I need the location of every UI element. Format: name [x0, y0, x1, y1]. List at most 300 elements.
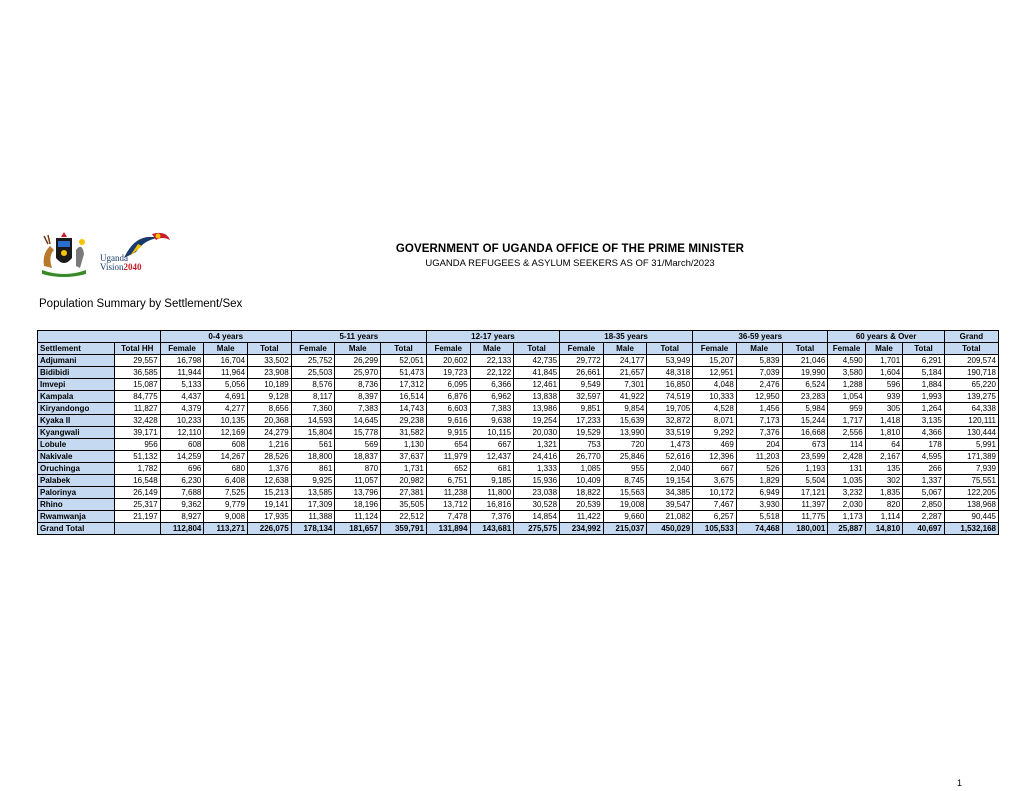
- value-cell: 5,504: [782, 475, 828, 487]
- value-cell: 20,982: [381, 475, 427, 487]
- value-cell: 696: [160, 463, 204, 475]
- column-header: Total: [514, 343, 560, 355]
- settlement-name-cell: Lobule: [38, 439, 115, 451]
- value-cell: 51,132: [114, 451, 160, 463]
- value-cell: 52,051: [381, 355, 427, 367]
- value-cell: 8,745: [603, 475, 647, 487]
- column-header: Total: [782, 343, 828, 355]
- value-cell: 13,838: [514, 391, 560, 403]
- value-cell: 7,173: [736, 415, 782, 427]
- value-cell: 27,381: [381, 487, 427, 499]
- value-cell: 17,309: [291, 499, 335, 511]
- value-cell: 2,850: [903, 499, 945, 511]
- section-title: Population Summary by Settlement/Sex: [39, 298, 243, 310]
- value-cell: 11,238: [426, 487, 470, 499]
- value-cell: 26,299: [335, 355, 381, 367]
- column-header: Male: [736, 343, 782, 355]
- value-cell: 11,775: [782, 511, 828, 523]
- value-cell: 24,177: [603, 355, 647, 367]
- value-cell: 19,254: [514, 415, 560, 427]
- page-subtitle: UGANDA REFUGEES & ASYLUM SEEKERS AS OF 31/March/2023: [425, 258, 715, 269]
- page-title: GOVERNMENT OF UGANDA OFFICE OF THE PRIME MINISTER: [395, 243, 745, 255]
- column-header: Male: [204, 343, 248, 355]
- value-cell: 9,854: [603, 403, 647, 415]
- value-cell: 131: [828, 463, 865, 475]
- value-cell: 20,539: [560, 499, 604, 511]
- column-header: Male: [865, 343, 902, 355]
- settlement-name-cell: Kyaka II: [38, 415, 115, 427]
- value-cell: 29,238: [381, 415, 427, 427]
- value-cell: 10,409: [560, 475, 604, 487]
- value-cell: 26,149: [114, 487, 160, 499]
- value-cell: 8,736: [335, 379, 381, 391]
- value-cell: 75,551: [944, 475, 998, 487]
- value-cell: 4,595: [903, 451, 945, 463]
- settlement-name-cell: Palorinya: [38, 487, 115, 499]
- value-cell: 7,383: [470, 403, 514, 415]
- value-cell: 25,503: [291, 367, 335, 379]
- value-cell: 820: [865, 499, 902, 511]
- value-cell: 35,505: [381, 499, 427, 511]
- value-cell: 959: [828, 403, 865, 415]
- value-cell: 3,135: [903, 415, 945, 427]
- value-cell: 870: [335, 463, 381, 475]
- grand-total-cell: 181,657: [335, 523, 381, 535]
- vision-brand: Uganda: [100, 253, 128, 263]
- population-table: [37, 330, 999, 535]
- value-cell: 1,114: [865, 511, 902, 523]
- value-cell: 1,173: [828, 511, 865, 523]
- settlement-name-cell: Rwamwanja: [38, 511, 115, 523]
- value-cell: 1,701: [865, 355, 902, 367]
- value-cell: 1,884: [903, 379, 945, 391]
- value-cell: 6,230: [160, 475, 204, 487]
- value-cell: 209,574: [944, 355, 998, 367]
- value-cell: 7,360: [291, 403, 335, 415]
- value-cell: 4,277: [204, 403, 248, 415]
- value-cell: 14,854: [514, 511, 560, 523]
- value-cell: 65,220: [944, 379, 998, 391]
- value-cell: 608: [204, 439, 248, 451]
- value-cell: 25,846: [603, 451, 647, 463]
- value-cell: 5,067: [903, 487, 945, 499]
- value-cell: 1,376: [248, 463, 292, 475]
- age-group-header: 18-35 years: [560, 331, 693, 343]
- value-cell: 9,616: [426, 415, 470, 427]
- value-cell: 11,203: [736, 451, 782, 463]
- table-row: [38, 427, 999, 439]
- value-cell: 19,154: [647, 475, 693, 487]
- value-cell: 956: [114, 439, 160, 451]
- value-cell: 8,927: [160, 511, 204, 523]
- value-cell: 15,563: [603, 487, 647, 499]
- value-cell: 5,984: [782, 403, 828, 415]
- grand-total-cell: 40,697: [903, 523, 945, 535]
- grand-total-label: Grand Total: [38, 523, 115, 535]
- value-cell: 29,557: [114, 355, 160, 367]
- value-cell: 6,408: [204, 475, 248, 487]
- value-cell: 561: [291, 439, 335, 451]
- value-cell: 25,752: [291, 355, 335, 367]
- value-cell: 15,804: [291, 427, 335, 439]
- value-cell: 9,128: [248, 391, 292, 403]
- value-cell: 9,915: [426, 427, 470, 439]
- value-cell: 3,930: [736, 499, 782, 511]
- value-cell: 20,368: [248, 415, 292, 427]
- value-cell: 4,528: [693, 403, 737, 415]
- value-cell: 39,547: [647, 499, 693, 511]
- settlement-name-cell: Oruchinga: [38, 463, 115, 475]
- value-cell: 12,169: [204, 427, 248, 439]
- value-cell: 15,244: [782, 415, 828, 427]
- value-cell: 135: [865, 463, 902, 475]
- value-cell: 74,519: [647, 391, 693, 403]
- value-cell: 469: [693, 439, 737, 451]
- value-cell: 4,048: [693, 379, 737, 391]
- value-cell: 13,990: [603, 427, 647, 439]
- value-cell: 16,514: [381, 391, 427, 403]
- value-cell: 36,585: [114, 367, 160, 379]
- value-cell: 114: [828, 439, 865, 451]
- value-cell: 681: [470, 463, 514, 475]
- value-cell: 4,590: [828, 355, 865, 367]
- value-cell: 13,796: [335, 487, 381, 499]
- value-cell: 1,035: [828, 475, 865, 487]
- value-cell: 6,366: [470, 379, 514, 391]
- value-cell: 1,810: [865, 427, 902, 439]
- value-cell: 9,549: [560, 379, 604, 391]
- value-cell: 7,939: [944, 463, 998, 475]
- grand-total-cell: 74,468: [736, 523, 782, 535]
- value-cell: 18,800: [291, 451, 335, 463]
- value-cell: 21,657: [603, 367, 647, 379]
- value-cell: 667: [470, 439, 514, 451]
- value-cell: 15,639: [603, 415, 647, 427]
- value-cell: 130,444: [944, 427, 998, 439]
- value-cell: 12,396: [693, 451, 737, 463]
- value-cell: 204: [736, 439, 782, 451]
- value-cell: 11,964: [204, 367, 248, 379]
- value-cell: 7,467: [693, 499, 737, 511]
- value-cell: 5,133: [160, 379, 204, 391]
- value-cell: 21,197: [114, 511, 160, 523]
- value-cell: 26,770: [560, 451, 604, 463]
- value-cell: 41,922: [603, 391, 647, 403]
- value-cell: 1,264: [903, 403, 945, 415]
- value-cell: 14,743: [381, 403, 427, 415]
- column-header: Male: [335, 343, 381, 355]
- value-cell: 18,822: [560, 487, 604, 499]
- value-cell: 84,775: [114, 391, 160, 403]
- grand-total-cell: 25,887: [828, 523, 865, 535]
- value-cell: 4,691: [204, 391, 248, 403]
- value-cell: 122,205: [944, 487, 998, 499]
- column-header: Male: [470, 343, 514, 355]
- grand-total-cell: 143,681: [470, 523, 514, 535]
- value-cell: 42,735: [514, 355, 560, 367]
- table-row: [38, 451, 999, 463]
- value-cell: 15,207: [693, 355, 737, 367]
- value-cell: 6,257: [693, 511, 737, 523]
- value-cell: 12,461: [514, 379, 560, 391]
- value-cell: 12,437: [470, 451, 514, 463]
- table-row: [38, 487, 999, 499]
- value-cell: 41,845: [514, 367, 560, 379]
- value-cell: 4,379: [160, 403, 204, 415]
- value-cell: 1,782: [114, 463, 160, 475]
- vision-year: 2040: [123, 262, 142, 272]
- table-row: [38, 475, 999, 487]
- value-cell: 29,772: [560, 355, 604, 367]
- grand-total-cell: 131,894: [426, 523, 470, 535]
- grand-header: Grand: [944, 331, 998, 343]
- column-header: Female: [426, 343, 470, 355]
- value-cell: 64,338: [944, 403, 998, 415]
- table-row: [38, 355, 999, 367]
- value-cell: 3,232: [828, 487, 865, 499]
- vision-word: Vision: [100, 262, 124, 272]
- value-cell: 13,986: [514, 403, 560, 415]
- value-cell: 6,876: [426, 391, 470, 403]
- settlement-name-cell: Kampala: [38, 391, 115, 403]
- value-cell: 673: [782, 439, 828, 451]
- value-cell: 7,478: [426, 511, 470, 523]
- value-cell: 28,526: [248, 451, 292, 463]
- value-cell: 5,518: [736, 511, 782, 523]
- value-cell: 1,604: [865, 367, 902, 379]
- value-cell: 8,576: [291, 379, 335, 391]
- value-cell: 753: [560, 439, 604, 451]
- grand-total-cell: 359,791: [381, 523, 427, 535]
- value-cell: 171,389: [944, 451, 998, 463]
- settlement-name-cell: Rhino: [38, 499, 115, 511]
- value-cell: 10,115: [470, 427, 514, 439]
- value-cell: 2,556: [828, 427, 865, 439]
- value-cell: 39,171: [114, 427, 160, 439]
- value-cell: 13,585: [291, 487, 335, 499]
- value-cell: 1,829: [736, 475, 782, 487]
- value-cell: 26,661: [560, 367, 604, 379]
- value-cell: 10,172: [693, 487, 737, 499]
- value-cell: 7,376: [470, 511, 514, 523]
- value-cell: 22,122: [470, 367, 514, 379]
- value-cell: 9,185: [470, 475, 514, 487]
- value-cell: 18,196: [335, 499, 381, 511]
- settlement-name-cell: Kiryandongo: [38, 403, 115, 415]
- value-cell: 7,688: [160, 487, 204, 499]
- grand-total-cell: 1,532,168: [944, 523, 998, 535]
- age-group-header: 0-4 years: [160, 331, 291, 343]
- value-cell: 305: [865, 403, 902, 415]
- value-cell: 9,779: [204, 499, 248, 511]
- value-cell: 1,321: [514, 439, 560, 451]
- value-cell: 12,950: [736, 391, 782, 403]
- value-cell: 16,668: [782, 427, 828, 439]
- value-cell: 21,046: [782, 355, 828, 367]
- value-cell: 20,030: [514, 427, 560, 439]
- value-cell: 652: [426, 463, 470, 475]
- value-cell: 16,704: [204, 355, 248, 367]
- value-cell: 139,275: [944, 391, 998, 403]
- value-cell: 18,837: [335, 451, 381, 463]
- table-row: [38, 391, 999, 403]
- grand-total-cell: 450,029: [647, 523, 693, 535]
- value-cell: 11,827: [114, 403, 160, 415]
- value-cell: 15,087: [114, 379, 160, 391]
- value-cell: 6,095: [426, 379, 470, 391]
- value-cell: 667: [693, 463, 737, 475]
- value-cell: 138,968: [944, 499, 998, 511]
- value-cell: 20,602: [426, 355, 470, 367]
- value-cell: 2,428: [828, 451, 865, 463]
- page-number: 1: [957, 778, 963, 788]
- value-cell: 190,718: [944, 367, 998, 379]
- value-cell: 939: [865, 391, 902, 403]
- blank-header-cell: [38, 331, 161, 343]
- value-cell: 1,085: [560, 463, 604, 475]
- value-cell: 1,717: [828, 415, 865, 427]
- value-cell: 720: [603, 439, 647, 451]
- value-cell: 1,418: [865, 415, 902, 427]
- value-cell: 10,135: [204, 415, 248, 427]
- value-cell: 15,936: [514, 475, 560, 487]
- value-cell: 19,723: [426, 367, 470, 379]
- value-cell: 11,057: [335, 475, 381, 487]
- value-cell: 1,835: [865, 487, 902, 499]
- value-cell: 37,637: [381, 451, 427, 463]
- value-cell: 4,437: [160, 391, 204, 403]
- value-cell: 31,582: [381, 427, 427, 439]
- value-cell: 1,337: [903, 475, 945, 487]
- value-cell: 17,121: [782, 487, 828, 499]
- settlement-name-cell: Bidibidi: [38, 367, 115, 379]
- age-group-header: 36-59 years: [693, 331, 828, 343]
- column-header: Female: [693, 343, 737, 355]
- value-cell: 10,333: [693, 391, 737, 403]
- value-cell: 51,473: [381, 367, 427, 379]
- value-cell: 1,288: [828, 379, 865, 391]
- column-header: Total: [903, 343, 945, 355]
- grand-total-cell: 105,533: [693, 523, 737, 535]
- age-group-header: 60 years & Over: [828, 331, 944, 343]
- value-cell: 33,502: [248, 355, 292, 367]
- value-cell: 6,524: [782, 379, 828, 391]
- value-cell: 32,872: [647, 415, 693, 427]
- value-cell: 25,970: [335, 367, 381, 379]
- value-cell: 680: [204, 463, 248, 475]
- value-cell: 1,193: [782, 463, 828, 475]
- settlement-name-cell: Palabek: [38, 475, 115, 487]
- value-cell: 654: [426, 439, 470, 451]
- value-cell: 2,167: [865, 451, 902, 463]
- table-row: [38, 511, 999, 523]
- table-row: [38, 379, 999, 391]
- value-cell: 11,422: [560, 511, 604, 523]
- value-cell: 14,259: [160, 451, 204, 463]
- settlement-name-cell: Nakivale: [38, 451, 115, 463]
- value-cell: 608: [160, 439, 204, 451]
- value-cell: 5,991: [944, 439, 998, 451]
- settlement-name-cell: Imvepi: [38, 379, 115, 391]
- value-cell: 120,111: [944, 415, 998, 427]
- value-cell: 7,039: [736, 367, 782, 379]
- value-cell: 302: [865, 475, 902, 487]
- value-cell: 24,416: [514, 451, 560, 463]
- value-cell: 22,133: [470, 355, 514, 367]
- value-cell: 11,124: [335, 511, 381, 523]
- value-cell: 12,110: [160, 427, 204, 439]
- grand-total-cell: 178,134: [291, 523, 335, 535]
- column-header: Female: [828, 343, 865, 355]
- value-cell: 6,603: [426, 403, 470, 415]
- grand-total-cell: 113,271: [204, 523, 248, 535]
- value-cell: 52,616: [647, 451, 693, 463]
- value-cell: 15,213: [248, 487, 292, 499]
- value-cell: 1,731: [381, 463, 427, 475]
- value-cell: 15,778: [335, 427, 381, 439]
- value-cell: 14,593: [291, 415, 335, 427]
- value-cell: 10,189: [248, 379, 292, 391]
- value-cell: 3,580: [828, 367, 865, 379]
- value-cell: 526: [736, 463, 782, 475]
- value-cell: 7,301: [603, 379, 647, 391]
- value-cell: 2,476: [736, 379, 782, 391]
- value-cell: 2,287: [903, 511, 945, 523]
- grand-total-cell: 215,037: [603, 523, 647, 535]
- value-cell: 2,040: [647, 463, 693, 475]
- value-cell: 9,660: [603, 511, 647, 523]
- value-cell: 8,117: [291, 391, 335, 403]
- value-cell: 64: [865, 439, 902, 451]
- value-cell: 16,816: [470, 499, 514, 511]
- column-header: Male: [603, 343, 647, 355]
- value-cell: 13,712: [426, 499, 470, 511]
- vision-2040-logo-text: [100, 254, 141, 272]
- value-cell: 12,638: [248, 475, 292, 487]
- value-cell: 11,979: [426, 451, 470, 463]
- value-cell: 12,951: [693, 367, 737, 379]
- value-cell: 6,962: [470, 391, 514, 403]
- value-cell: 16,850: [647, 379, 693, 391]
- value-cell: 34,385: [647, 487, 693, 499]
- value-cell: 21,082: [647, 511, 693, 523]
- column-header-row: [38, 343, 999, 355]
- value-cell: 33,519: [647, 427, 693, 439]
- value-cell: 23,908: [248, 367, 292, 379]
- value-cell: 48,318: [647, 367, 693, 379]
- value-cell: 32,597: [560, 391, 604, 403]
- value-cell: 7,525: [204, 487, 248, 499]
- table-row: [38, 463, 999, 475]
- value-cell: 1,473: [647, 439, 693, 451]
- value-cell: 178: [903, 439, 945, 451]
- value-cell: 16,548: [114, 475, 160, 487]
- value-cell: 25,317: [114, 499, 160, 511]
- grand-total-cell: 112,804: [160, 523, 204, 535]
- column-header: Female: [560, 343, 604, 355]
- value-cell: 2,030: [828, 499, 865, 511]
- value-cell: 22,512: [381, 511, 427, 523]
- value-cell: 11,944: [160, 367, 204, 379]
- settlement-name-cell: Kyangwali: [38, 427, 115, 439]
- value-cell: 11,800: [470, 487, 514, 499]
- grand-total-row: [38, 523, 999, 535]
- value-cell: 5,184: [903, 367, 945, 379]
- value-cell: 6,291: [903, 355, 945, 367]
- value-cell: 6,751: [426, 475, 470, 487]
- value-cell: 5,839: [736, 355, 782, 367]
- value-cell: 1,456: [736, 403, 782, 415]
